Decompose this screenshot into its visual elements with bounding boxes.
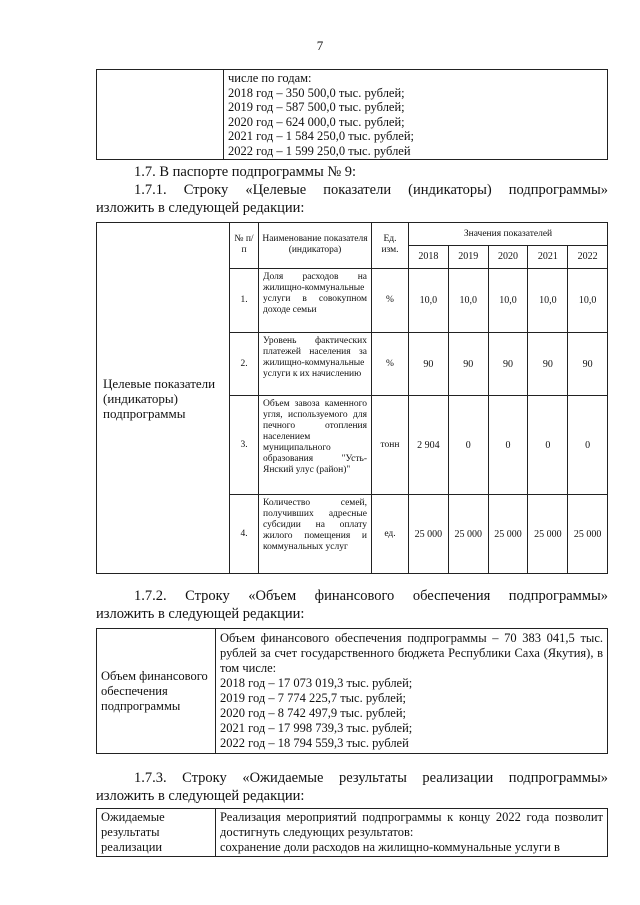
row-value: 90 [488,332,528,396]
section-1-7-2-line1: 1.7.2. Строку «Объем финансового обеспечения подпрограммы» [134,588,608,604]
financing-cell [216,629,608,754]
row-unit: ед. [372,495,409,573]
row-value: 25 000 [448,495,488,573]
row-unit: % [372,332,409,396]
row-value: 10,0 [409,268,449,332]
section-1-7-3-line2: изложить в следующей редакции: [96,788,305,804]
section-1-7-heading: 1.7. В паспорте подпрограммы № 9: [134,164,357,180]
table-row [230,495,607,573]
financing-line: 2020 год – 8 742 497,9 тыс. рублей; [220,706,407,720]
year-header: 2021 [528,246,568,269]
row-value: 2 904 [409,396,449,495]
row-value: 10,0 [568,268,607,332]
results-table [96,808,608,857]
year-header: 2022 [568,246,607,269]
year-header: 2020 [488,246,528,269]
row-value: 0 [528,396,568,495]
row-value: 90 [568,332,607,396]
row-value: 90 [409,332,449,396]
financing-table [96,628,608,754]
financing-label: Объем финансового обеспечения подпрограммы [97,629,216,754]
row-value: 90 [528,332,568,396]
section-1-7-3-line1: 1.7.3. Строку «Ожидаемые результаты реализации подпрограммы» [134,770,608,786]
funding-line: 2021 год – 1 584 250,0 тыс. рублей; [228,129,415,143]
funding-years-table [96,69,608,160]
row-name: Уровень фактических платежей населения за жилищно-коммунальные услуги к их начислению [259,332,372,396]
row-unit: % [372,268,409,332]
table-row [230,268,607,332]
row-value: 0 [568,396,607,495]
row-value: 90 [448,332,488,396]
financing-line: 2018 год – 17 073 019,3 тыс. рублей; [220,676,413,690]
row-value: 10,0 [528,268,568,332]
table-row [230,332,607,396]
row-name: Объем завоза каменного угля, используемого для печного отопления населением муниципального образования "Усть-Янский улус (район)" [259,396,372,495]
row-value: 25 000 [488,495,528,573]
results-label: Ожидаемые результаты реализации [97,809,216,857]
section-1-7-2-line2: изложить в следующей редакции: [96,606,305,622]
section-1-7-1-line2: изложить в следующей редакции: [96,200,305,216]
funding-years-cell [224,70,608,160]
funding-line: 2020 год – 624 000,0 тыс. рублей; [228,114,405,129]
financing-line: 2022 год – 18 794 559,3 тыс. рублей [220,736,409,750]
financing-intro: Объем финансового обеспечения подпрограммы – 70 383 041,5 тыс. рублей за счет государственного бюджета Республики Саха (Якутия), в том числе: [220,631,603,675]
row-num: 2. [230,332,259,396]
header-num: № п/п [230,223,259,268]
row-num: 1. [230,268,259,332]
indicators-table [96,222,608,574]
row-value: 25 000 [409,495,449,573]
financing-line: 2021 год – 17 998 739,3 тыс. рублей; [220,721,413,735]
row-value: 0 [488,396,528,495]
row-value: 25 000 [568,495,607,573]
funding-line: 2019 год – 587 500,0 тыс. рублей; [228,100,405,114]
row-name: Количество семей, получивших адресные субсидии на оплату жилого помещения и коммунальных услуг [259,495,372,573]
indicators-label: Целевые показатели (индикаторы) подпрограммы [97,223,230,574]
funding-line: числе по годам: [228,71,312,85]
row-name: Доля расходов на жилищно-коммунальные услуги в совокупном доходе семьи [259,268,372,332]
page-number: 7 [316,38,324,53]
row-value: 10,0 [488,268,528,332]
header-unit: Ед. изм. [372,223,409,268]
row-value: 10,0 [448,268,488,332]
row-value: 0 [448,396,488,495]
funding-years-label-cell [97,70,224,160]
header-name: Наименование показателя (индикатора) [259,223,372,268]
row-num: 4. [230,495,259,573]
indicators-inner-table [230,223,607,573]
row-value: 25 000 [528,495,568,573]
row-num: 3. [230,396,259,495]
funding-line: 2022 год – 1 599 250,0 тыс. рублей [228,143,411,158]
results-cell [216,809,608,857]
results-text2: сохранение доли расходов на жилищно-коммунальные услуги в [220,840,560,854]
results-text1: Реализация мероприятий подпрограммы к концу 2022 года позволит достигнуть следующих результатов: [220,810,603,839]
indicators-inner-cell [230,223,608,574]
table-row [230,396,607,495]
section-1-7-1-line1: 1.7.1. Строку «Целевые показатели (индикаторы) подпрограммы» [134,182,608,198]
funding-line: 2018 год – 350 500,0 тыс. рублей; [228,85,405,100]
year-header: 2019 [448,246,488,269]
year-header: 2018 [409,246,449,269]
row-unit: тонн [372,396,409,495]
financing-line: 2019 год – 7 774 225,7 тыс. рублей; [220,691,407,705]
header-values: Значения показателей [409,223,608,246]
